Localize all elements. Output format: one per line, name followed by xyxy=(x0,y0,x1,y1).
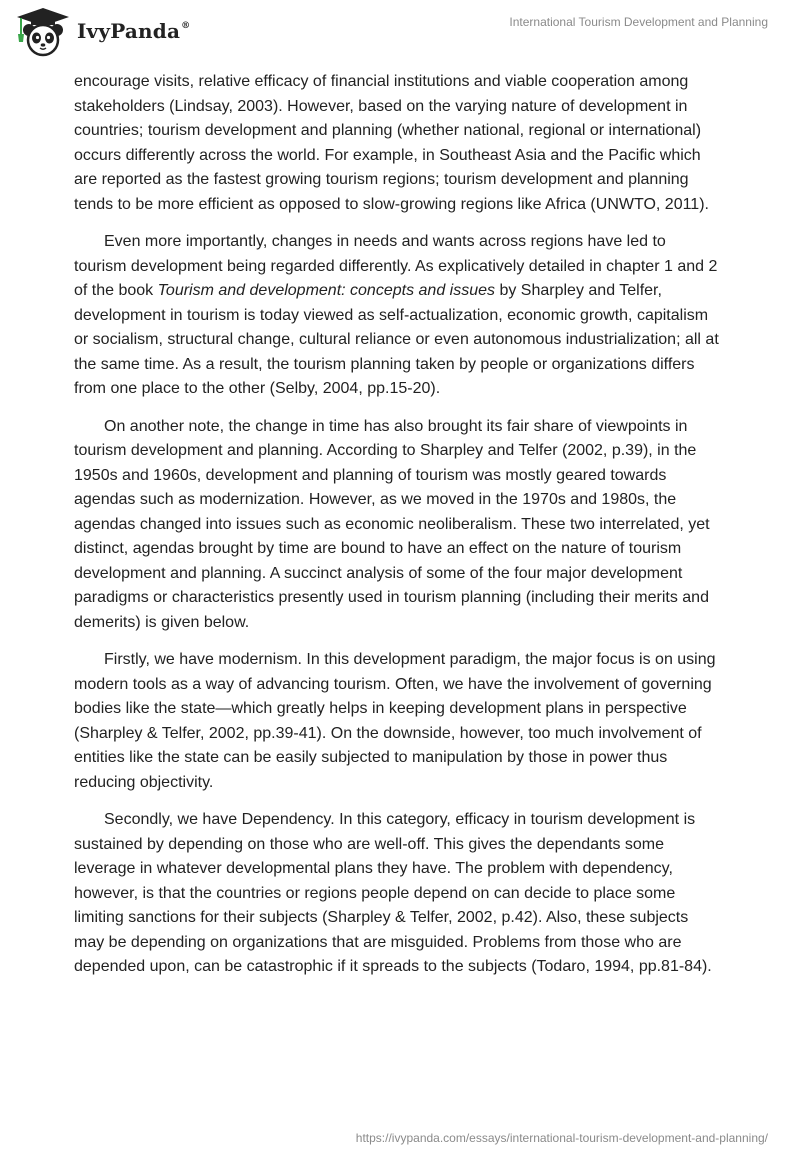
paragraph-text-before-book: Even more importantly, changes in needs and wants across regions have led to tourism development being regarded differently. As explicatively detailed in chapter 1 and 2 of the book xyxy=(74,233,718,299)
book-title: Tourism and development: concepts and issues xyxy=(157,282,496,299)
ivypanda-logo[interactable] xyxy=(13,6,213,58)
panda-graduate-icon xyxy=(13,6,73,58)
paragraph-dependency: Secondly, we have Dependency. In this category, efficacy in tourism development is sustained by depending on those who are well-off. This gives the dependants some leverage in whatever developmental plans they have. The problem with dependency, however, is that the countries or regions people depend on can decide to place some limiting sanctions for their subjects (Sharpley & Telfer, 2002, p.42). Also, these subjects may be depending on organizations that are misguided. Problems from those who are depended upon, can be catastrophic if it spreads to the subjects (Todaro, 1994, pp.81-84). xyxy=(74,811,712,975)
brand-name: IvyPanda® xyxy=(77,19,191,43)
trademark-symbol: ® xyxy=(181,21,191,32)
paragraph-needs-and-wants xyxy=(74,230,722,402)
document-title: International Tourism Development and Planning xyxy=(509,15,768,29)
paragraph-change-in-time: On another note, the change in time has also brought its fair share of viewpoints in tourism development and planning. According to Sharpley and Telfer (2002, p.39), in the 1950s and 1960s, development and planning of tourism was mostly geared towards agendas such as modernization. However, as we moved in the 1970s and 1980s, the agendas changed into issues such as economic neoliberalism. These two interrelated, yet distinct, agendas brought by time are bound to have an effect on the nature of tourism development and planning. A succinct analysis of some of the four major development paradigms or characteristics presently used in tourism planning (including their merits and demerits) is given below. xyxy=(74,417,710,631)
paragraph-modernism: Firstly, we have modernism. In this development paradigm, the major focus is on using modern tools as a way of advancing tourism. Often, we have the involvement of governing bodies like the state—which greatly helps in keeping development plans in perspective (Sharpley & Telfer, 2002, pp.39-41). On the downside, however, too much involvement of entities like the state can be easily subjected to manipulation by those in power thus reducing objectivity. xyxy=(74,651,716,791)
page-header xyxy=(0,0,800,70)
paragraph-continuation: encourage visits, relative efficacy of financial institutions and viable cooperation among stakeholders (Lindsay, 2003). However, based on the varying nature of development in countries; tourism development and planning (whether national, regional or international) occurs differently across the world. For example, in Southeast Asia and the Pacific which are reported as the fastest growing tourism regions; tourism development and planning tends to be more efficient as opposed to slow-growing regions like Africa (UNWTO, 2011). xyxy=(74,73,709,213)
source-url-link[interactable]: https://ivypanda.com/essays/international-tourism-development-and-planning/ xyxy=(355,1131,768,1145)
essay-body xyxy=(74,70,722,993)
paragraph-text-after-book: by Sharpley and Telfer, development in tourism is today viewed as self-actualization, economic growth, capitalism or socialism, structural change, cultural reliance or even autonomous industrialization; all at the same time. As a result, the tourism planning taken by people or organizations differs from one place to the other (Selby, 2004, pp.15-20). xyxy=(74,282,719,397)
